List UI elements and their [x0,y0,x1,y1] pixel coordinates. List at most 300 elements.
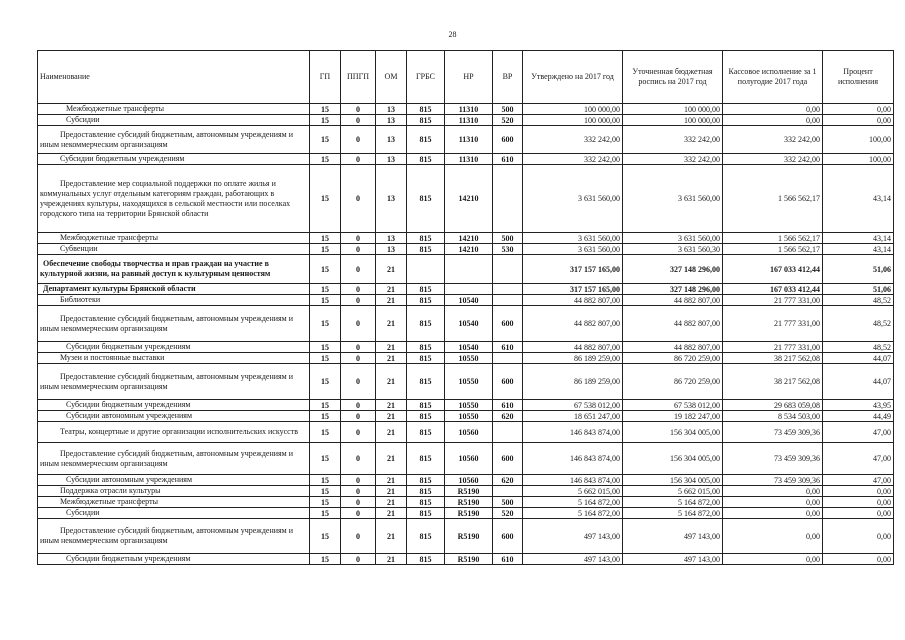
cell-approved: 317 157 165,00 [523,284,623,295]
cell-vr: 610 [493,342,523,353]
cell-om: 21 [376,554,407,565]
cell-vr: 500 [493,497,523,508]
cell-np: 10550 [445,400,493,411]
cell-np: 10540 [445,306,493,342]
cell-percent: 47,00 [823,443,894,475]
cell-gp: 15 [310,244,341,255]
cell-refined: 156 304 005,00 [623,422,723,443]
cell-grbs: 815 [407,411,445,422]
table-row [38,233,894,244]
table-row [38,342,894,353]
cell-cash: 0,00 [723,554,823,565]
cell-grbs: 815 [407,342,445,353]
cell-grbs: 815 [407,154,445,165]
cell-gp: 15 [310,486,341,497]
cell-approved: 3 631 560,00 [523,233,623,244]
cell-np: R5190 [445,519,493,554]
cell-np: 10550 [445,411,493,422]
cell-approved: 86 189 259,00 [523,353,623,364]
cell-name: Музеи и постоянные выставки [38,353,310,364]
cell-om: 21 [376,443,407,475]
cell-gp: 15 [310,554,341,565]
cell-vr: 600 [493,443,523,475]
cell-name: Субсидии [38,508,310,519]
cell-percent: 0,00 [823,519,894,554]
cell-ppgp: 0 [341,364,376,400]
cell-percent: 0,00 [823,115,894,126]
cell-name: Субсидии бюджетным учреждениям [38,342,310,353]
cell-gp: 15 [310,342,341,353]
cell-om: 21 [376,295,407,306]
cell-cash: 8 534 503,00 [723,411,823,422]
cell-np: R5190 [445,508,493,519]
cell-vr [493,422,523,443]
cell-ppgp: 0 [341,306,376,342]
cell-vr: 600 [493,519,523,554]
table-row [38,497,894,508]
cell-ppgp: 0 [341,353,376,364]
cell-gp: 15 [310,154,341,165]
cell-np: 10560 [445,443,493,475]
cell-vr [493,284,523,295]
cell-refined: 332 242,00 [623,126,723,154]
cell-percent: 100,00 [823,154,894,165]
cell-cash: 1 566 562,17 [723,244,823,255]
table-row [38,244,894,255]
header-np: НР [445,51,493,104]
header-vr: ВР [493,51,523,104]
cell-approved: 5 164 872,00 [523,497,623,508]
cell-approved: 100 000,00 [523,115,623,126]
cell-cash: 0,00 [723,508,823,519]
cell-vr: 610 [493,154,523,165]
cell-cash: 167 033 412,44 [723,284,823,295]
cell-refined: 332 242,00 [623,154,723,165]
cell-refined: 3 631 560,00 [623,165,723,233]
cell-ppgp: 0 [341,115,376,126]
cell-refined: 5 164 872,00 [623,497,723,508]
cell-gp: 15 [310,475,341,486]
cell-approved: 146 843 874,00 [523,475,623,486]
cell-approved: 3 631 560,00 [523,165,623,233]
table-row [38,443,894,475]
table-row [38,486,894,497]
cell-grbs [407,255,445,284]
cell-om: 21 [376,284,407,295]
cell-om: 21 [376,519,407,554]
cell-ppgp: 0 [341,165,376,233]
cell-om: 21 [376,364,407,400]
cell-cash: 73 459 309,36 [723,422,823,443]
cell-np: 14210 [445,244,493,255]
cell-refined: 156 304 005,00 [623,475,723,486]
cell-cash: 73 459 309,36 [723,443,823,475]
cell-approved: 44 882 807,00 [523,295,623,306]
cell-name: Субсидии [38,115,310,126]
cell-name: Межбюджетные трансферты [38,497,310,508]
cell-approved: 5 164 872,00 [523,508,623,519]
cell-vr: 600 [493,306,523,342]
cell-ppgp: 0 [341,400,376,411]
cell-np: 14210 [445,233,493,244]
cell-ppgp: 0 [341,154,376,165]
table-row [38,400,894,411]
cell-name: Поддержка отрасли культуры [38,486,310,497]
cell-om: 13 [376,233,407,244]
table-row [38,165,894,233]
cell-gp: 15 [310,165,341,233]
cell-ppgp: 0 [341,554,376,565]
table-row [38,364,894,400]
cell-percent: 48,52 [823,342,894,353]
cell-np: R5190 [445,554,493,565]
cell-name: Библиотеки [38,295,310,306]
cell-gp: 15 [310,306,341,342]
cell-refined: 327 148 296,00 [623,255,723,284]
cell-gp: 15 [310,443,341,475]
cell-ppgp: 0 [341,233,376,244]
cell-refined: 156 304 005,00 [623,443,723,475]
cell-refined: 86 720 259,00 [623,353,723,364]
cell-om: 21 [376,255,407,284]
cell-grbs: 815 [407,126,445,154]
cell-gp: 15 [310,126,341,154]
cell-percent: 44,07 [823,353,894,364]
cell-np: 11310 [445,104,493,115]
cell-percent: 44,07 [823,364,894,400]
cell-cash: 38 217 562,08 [723,364,823,400]
header-cash: Кассовое исполнение за 1 полугодие 2017 года [723,51,823,104]
cell-approved: 86 189 259,00 [523,364,623,400]
cell-om: 13 [376,104,407,115]
cell-refined: 67 538 012,00 [623,400,723,411]
cell-percent: 0,00 [823,104,894,115]
cell-vr: 520 [493,115,523,126]
cell-cash: 332 242,00 [723,126,823,154]
cell-name: Межбюджетные трансферты [38,233,310,244]
cell-percent: 51,06 [823,284,894,295]
cell-vr [493,295,523,306]
cell-name: Предоставление субсидий бюджетным, автономным учреждениям и иным некоммерческим организациям [38,306,310,342]
cell-om: 21 [376,422,407,443]
cell-percent: 43,14 [823,165,894,233]
cell-refined: 3 631 560,00 [623,233,723,244]
cell-gp: 15 [310,233,341,244]
cell-vr: 520 [493,508,523,519]
cell-om: 13 [376,154,407,165]
cell-cash: 1 566 562,17 [723,165,823,233]
table-row [38,255,894,284]
cell-om: 13 [376,126,407,154]
cell-ppgp: 0 [341,126,376,154]
cell-refined: 497 143,00 [623,554,723,565]
cell-gp: 15 [310,295,341,306]
cell-grbs: 815 [407,519,445,554]
cell-percent: 43,95 [823,400,894,411]
cell-name: Предоставление субсидий бюджетным, автономным учреждениям и иным некоммерческим организациям [38,364,310,400]
cell-np [445,255,493,284]
cell-approved: 3 631 560,00 [523,244,623,255]
cell-np: 11310 [445,115,493,126]
cell-cash: 0,00 [723,497,823,508]
header-name: Наименование [38,51,310,104]
cell-name: Субсидии бюджетным учреждениям [38,400,310,411]
table-row [38,126,894,154]
cell-vr [493,353,523,364]
cell-approved: 44 882 807,00 [523,306,623,342]
cell-name: Субсидии бюджетным учреждениям [38,154,310,165]
cell-cash: 21 777 331,00 [723,295,823,306]
cell-ppgp: 0 [341,104,376,115]
cell-name: Предоставление мер социальной поддержки по оплате жилья и коммунальных услуг отдельным категориям граждан, работающих в учреждениях культуры, находящихся в сельской местности или поселках городского типа на территории Брянской области [38,165,310,233]
cell-name: Субвенции [38,244,310,255]
cell-np: R5190 [445,486,493,497]
cell-refined: 5 662 015,00 [623,486,723,497]
cell-grbs: 815 [407,364,445,400]
cell-grbs: 815 [407,233,445,244]
cell-percent: 47,00 [823,422,894,443]
table-row [38,411,894,422]
cell-cash: 0,00 [723,486,823,497]
cell-cash: 21 777 331,00 [723,342,823,353]
cell-vr: 600 [493,126,523,154]
cell-percent: 48,52 [823,295,894,306]
cell-approved: 18 651 247,00 [523,411,623,422]
cell-name: Субсидии бюджетным учреждениям [38,554,310,565]
cell-np: 10550 [445,364,493,400]
cell-cash: 167 033 412,44 [723,255,823,284]
cell-ppgp: 0 [341,519,376,554]
cell-cash: 38 217 562,08 [723,353,823,364]
cell-approved: 146 843 874,00 [523,422,623,443]
cell-ppgp: 0 [341,255,376,284]
cell-approved: 332 242,00 [523,126,623,154]
cell-name: Департамент культуры Брянской области [38,284,310,295]
header-percent: Процент исполнения [823,51,894,104]
header-approved: Утверждено на 2017 год [523,51,623,104]
cell-np: 10560 [445,422,493,443]
cell-om: 13 [376,244,407,255]
cell-ppgp: 0 [341,284,376,295]
cell-om: 21 [376,411,407,422]
cell-om: 21 [376,486,407,497]
cell-ppgp: 0 [341,411,376,422]
cell-gp: 15 [310,411,341,422]
table-row [38,519,894,554]
cell-vr: 610 [493,400,523,411]
table-header-row [38,51,894,104]
cell-cash: 73 459 309,36 [723,475,823,486]
cell-refined: 100 000,00 [623,115,723,126]
cell-np: R5190 [445,497,493,508]
table-row [38,475,894,486]
cell-name: Субсидии автономным учреждениям [38,411,310,422]
cell-np: 14210 [445,165,493,233]
cell-gp: 15 [310,508,341,519]
cell-vr [493,165,523,233]
cell-vr: 600 [493,364,523,400]
cell-om: 21 [376,342,407,353]
cell-np [445,284,493,295]
cell-percent: 0,00 [823,486,894,497]
table-body [38,104,894,565]
cell-approved: 317 157 165,00 [523,255,623,284]
cell-np: 10540 [445,295,493,306]
table-row [38,295,894,306]
cell-grbs: 815 [407,486,445,497]
cell-vr: 500 [493,233,523,244]
header-grbs: ГРБС [407,51,445,104]
cell-vr: 620 [493,475,523,486]
cell-refined: 44 882 807,00 [623,306,723,342]
table-row [38,284,894,295]
cell-percent: 43,14 [823,244,894,255]
cell-np: 11310 [445,126,493,154]
cell-ppgp: 0 [341,342,376,353]
cell-name: Предоставление субсидий бюджетным, автономным учреждениям и иным некоммерческим организациям [38,519,310,554]
cell-grbs: 815 [407,497,445,508]
cell-np: 10540 [445,342,493,353]
cell-om: 13 [376,115,407,126]
header-om: ОМ [376,51,407,104]
table-row [38,104,894,115]
cell-gp: 15 [310,400,341,411]
cell-refined: 44 882 807,00 [623,342,723,353]
cell-np: 10560 [445,475,493,486]
cell-ppgp: 0 [341,422,376,443]
cell-vr: 620 [493,411,523,422]
table-row [38,353,894,364]
cell-refined: 497 143,00 [623,519,723,554]
header-refined: Уточненная бюджетная роспись на 2017 год [623,51,723,104]
cell-approved: 497 143,00 [523,554,623,565]
cell-refined: 3 631 560,30 [623,244,723,255]
cell-grbs: 815 [407,353,445,364]
cell-om: 21 [376,475,407,486]
cell-vr: 500 [493,104,523,115]
cell-approved: 146 843 874,00 [523,443,623,475]
cell-refined: 327 148 296,00 [623,284,723,295]
cell-name: Театры, концертные и другие организации исполнительских искусств [38,422,310,443]
cell-grbs: 815 [407,295,445,306]
cell-refined: 44 882 807,00 [623,295,723,306]
cell-name: Субсидии автономным учреждениям [38,475,310,486]
cell-percent: 51,06 [823,255,894,284]
cell-gp: 15 [310,353,341,364]
cell-percent: 0,00 [823,508,894,519]
cell-grbs: 815 [407,422,445,443]
table-row [38,554,894,565]
cell-grbs: 815 [407,284,445,295]
header-ppgp: ППГП [341,51,376,104]
cell-grbs: 815 [407,244,445,255]
cell-om: 13 [376,165,407,233]
cell-grbs: 815 [407,115,445,126]
cell-gp: 15 [310,255,341,284]
cell-ppgp: 0 [341,508,376,519]
cell-gp: 15 [310,364,341,400]
cell-percent: 47,00 [823,475,894,486]
cell-name: Межбюджетные трансферты [38,104,310,115]
table-row [38,422,894,443]
cell-name: Обеспечение свободы творчества и прав граждан на участие в культурной жизни, на равный доступ к культурным ценностям [38,255,310,284]
page-number: 28 [448,30,457,39]
cell-ppgp: 0 [341,486,376,497]
cell-approved: 497 143,00 [523,519,623,554]
cell-percent: 44,49 [823,411,894,422]
cell-gp: 15 [310,497,341,508]
cell-om: 21 [376,508,407,519]
cell-cash: 0,00 [723,115,823,126]
cell-percent: 43,14 [823,233,894,244]
cell-om: 21 [376,353,407,364]
cell-approved: 100 000,00 [523,104,623,115]
cell-ppgp: 0 [341,244,376,255]
cell-grbs: 815 [407,443,445,475]
cell-ppgp: 0 [341,443,376,475]
cell-grbs: 815 [407,400,445,411]
cell-vr [493,255,523,284]
cell-gp: 15 [310,115,341,126]
cell-approved: 5 662 015,00 [523,486,623,497]
cell-ppgp: 0 [341,475,376,486]
cell-np: 11310 [445,154,493,165]
cell-refined: 100 000,00 [623,104,723,115]
budget-table [37,50,894,565]
cell-refined: 5 164 872,00 [623,508,723,519]
cell-approved: 44 882 807,00 [523,342,623,353]
table-row [38,154,894,165]
table-row [38,306,894,342]
cell-grbs: 815 [407,508,445,519]
cell-np: 10550 [445,353,493,364]
cell-ppgp: 0 [341,497,376,508]
cell-refined: 19 182 247,00 [623,411,723,422]
cell-grbs: 815 [407,165,445,233]
cell-gp: 15 [310,284,341,295]
cell-percent: 0,00 [823,554,894,565]
cell-om: 21 [376,306,407,342]
cell-cash: 29 683 059,08 [723,400,823,411]
cell-vr [493,486,523,497]
cell-cash: 1 566 562,17 [723,233,823,244]
cell-approved: 332 242,00 [523,154,623,165]
table-row [38,508,894,519]
header-gp: ГП [310,51,341,104]
cell-om: 21 [376,497,407,508]
cell-om: 21 [376,400,407,411]
cell-gp: 15 [310,104,341,115]
cell-cash: 332 242,00 [723,154,823,165]
cell-percent: 48,52 [823,306,894,342]
cell-vr: 610 [493,554,523,565]
cell-grbs: 815 [407,104,445,115]
cell-ppgp: 0 [341,295,376,306]
cell-cash: 0,00 [723,104,823,115]
table-row [38,115,894,126]
cell-grbs: 815 [407,475,445,486]
cell-gp: 15 [310,422,341,443]
cell-gp: 15 [310,519,341,554]
cell-grbs: 815 [407,554,445,565]
cell-grbs: 815 [407,306,445,342]
cell-refined: 86 720 259,00 [623,364,723,400]
cell-percent: 0,00 [823,497,894,508]
cell-name: Предоставление субсидий бюджетным, автономным учреждениям и иным некоммерческим организациям [38,443,310,475]
cell-name: Предоставление субсидий бюджетным, автономным учреждениям и иным некоммерческим организациям [38,126,310,154]
cell-cash: 21 777 331,00 [723,306,823,342]
cell-percent: 100,00 [823,126,894,154]
